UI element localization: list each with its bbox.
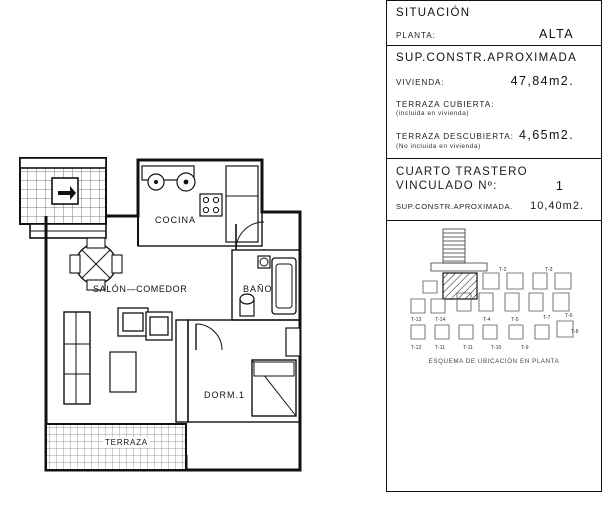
svg-text:T-9: T-9 bbox=[521, 345, 529, 351]
svg-text:T-12: T-12 bbox=[411, 345, 422, 351]
situacion-title: SITUACIÓN bbox=[396, 7, 471, 19]
trastero-title-line1: CUARTO TRASTERO bbox=[396, 166, 528, 178]
trastero-sup-value: 10,40m2. bbox=[530, 200, 584, 212]
room-label-dorm-1: DORM.1 bbox=[204, 390, 246, 400]
room-label-cocina: COCINA bbox=[155, 215, 197, 225]
room-label-terraza: TERRAZA bbox=[105, 438, 148, 447]
svg-text:T-13: T-13 bbox=[411, 317, 422, 323]
terraza-cubierta-label: TERRAZA CUBIERTA: bbox=[396, 100, 495, 109]
trastero-sup-label: SUP.CONSTR.APROXIMADA. bbox=[396, 202, 513, 211]
section-trastero bbox=[387, 159, 601, 221]
planta-label: PLANTA: bbox=[396, 31, 436, 40]
situacion-planta-row bbox=[396, 27, 592, 41]
svg-text:T-7: T-7 bbox=[543, 315, 551, 321]
svg-text:T-3: T-3 bbox=[545, 267, 553, 273]
living-room bbox=[64, 238, 188, 422]
trastero-header bbox=[396, 165, 592, 193]
svg-text:T-14: T-14 bbox=[435, 317, 446, 323]
keyplan-caption: ESQUEMA DE UBICACIÓN EN PLANTA bbox=[428, 358, 560, 365]
bedroom-1 bbox=[188, 320, 300, 422]
planta-value: ALTA bbox=[538, 27, 574, 41]
svg-text:T-4: T-4 bbox=[483, 317, 491, 323]
superficie-row-terraza-descubierta bbox=[396, 128, 592, 150]
svg-text:T-10: T-10 bbox=[491, 345, 502, 351]
room-label-bano: BAÑO bbox=[243, 284, 273, 294]
superficie-row-vivienda bbox=[396, 74, 592, 88]
terraza-cubierta-note: (incluida en vivienda) bbox=[396, 110, 469, 117]
terraza-descubierta-label: TERRAZA DESCUBIERTA: bbox=[396, 132, 514, 141]
entry-tiled-area bbox=[20, 158, 106, 224]
section-keyplan bbox=[387, 221, 601, 369]
kitchen-room bbox=[138, 160, 262, 246]
trastero-number: 1 bbox=[555, 178, 564, 193]
terraza-descubierta-value: 4,65m2. bbox=[519, 128, 574, 142]
keyplan-svg bbox=[387, 221, 600, 363]
room-label-salon-comedor: SALÓN—COMEDOR bbox=[93, 284, 188, 294]
terraza-descubierta-note: (No incluida en vivienda) bbox=[396, 143, 481, 150]
trastero-title-line2: VINCULADO Nº: bbox=[396, 180, 498, 192]
superficie-row-terraza-cubierta bbox=[396, 100, 592, 117]
keyplan-highlighted-unit bbox=[443, 273, 477, 299]
section-situacion bbox=[387, 1, 601, 46]
svg-text:T-11: T-11 bbox=[463, 345, 473, 351]
svg-text:T-8: T-8 bbox=[571, 329, 579, 335]
svg-text:T-5: T-5 bbox=[511, 317, 519, 323]
entry-landing bbox=[30, 224, 106, 238]
vivienda-label: VIVIENDA: bbox=[396, 78, 445, 87]
svg-text:T-11: T-11 bbox=[435, 345, 445, 351]
section-superficie bbox=[387, 46, 601, 159]
svg-text:T-2: T-2 bbox=[499, 267, 507, 273]
info-panel bbox=[386, 0, 602, 492]
vivienda-value: 47,84m2. bbox=[510, 74, 574, 88]
trastero-superficie-row bbox=[396, 200, 592, 212]
svg-text:T-6: T-6 bbox=[565, 313, 573, 319]
superficie-title: SUP.CONSTR.APROXIMADA bbox=[396, 52, 578, 64]
